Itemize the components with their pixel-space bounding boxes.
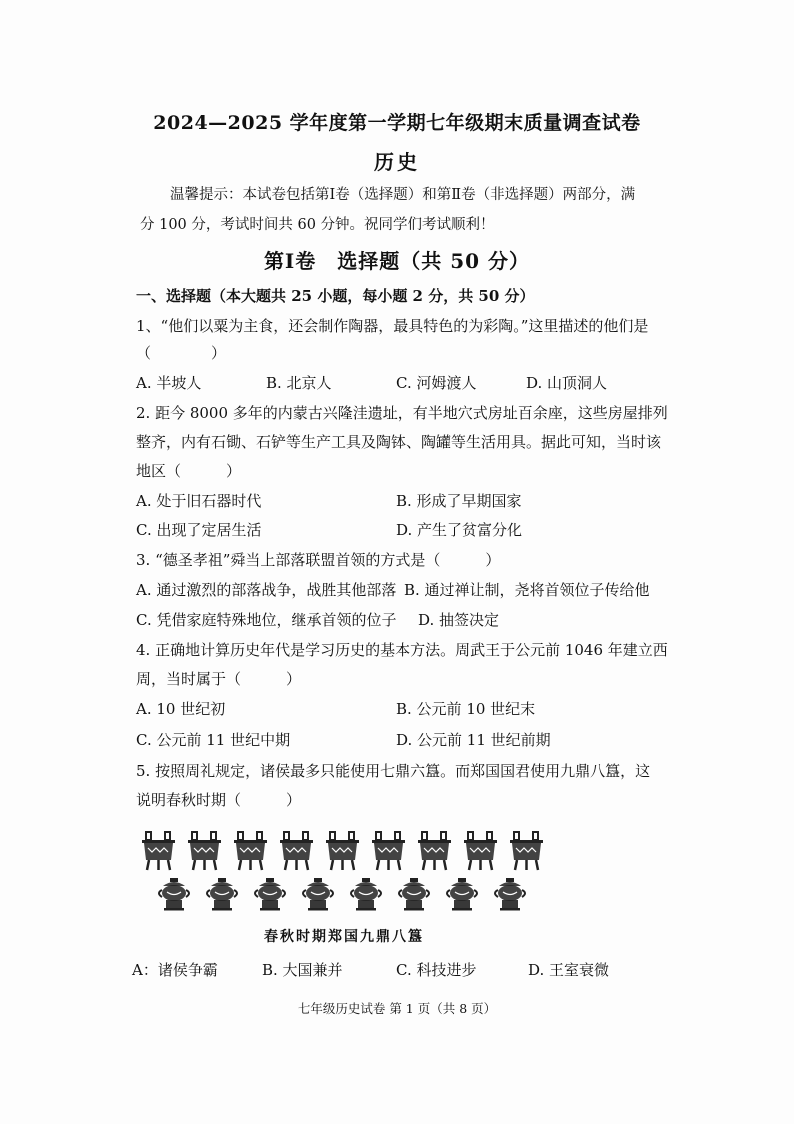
gui-vessel-icon bbox=[207, 878, 237, 911]
ding-vessel-icon bbox=[188, 832, 221, 870]
ding-gui-vessels-illustration bbox=[136, 828, 556, 918]
exam-subject: 历史 bbox=[374, 150, 420, 174]
section-instruction: 一、选择题（本大题共 25 小题，每小题 2 分，共 50 分） bbox=[136, 287, 535, 305]
q2-option-d: D. 产生了贫富分化 bbox=[396, 521, 523, 539]
q1-option-a: A. 半坡人 bbox=[136, 374, 202, 392]
q5-option-a: A：诸侯争霸 bbox=[132, 961, 218, 979]
ding-vessel-icon bbox=[280, 832, 313, 870]
q1-option-c: C. 河姆渡人 bbox=[396, 374, 477, 392]
q4-option-c: C. 公元前 11 世纪中期 bbox=[136, 731, 291, 749]
gui-vessel-icon bbox=[303, 878, 333, 911]
exam-title: 2024—2025 学年度第一学期七年级期末质量调查试卷 bbox=[153, 112, 641, 134]
q1-option-b: B. 北京人 bbox=[266, 374, 332, 392]
tip-line-1: 温馨提示：本试卷包括第Ⅰ卷（选择题）和第Ⅱ卷（非选择题）两部分，满 bbox=[170, 187, 636, 203]
q2-option-b: B. 形成了早期国家 bbox=[396, 492, 522, 510]
q3-stem-line-1: 3. “德圣孝祖”舜当上部落联盟首领的方式是（ ） bbox=[136, 551, 501, 569]
ding-vessel-icon bbox=[372, 832, 405, 870]
q1-stem-line-1: 1、“他们以粟为主食，还会制作陶器，最具特色的为彩陶。”这里描述的他们是 bbox=[136, 317, 649, 335]
q3-option-a: A. 通过激烈的部落战争，战胜其他部落 bbox=[136, 581, 397, 599]
q2-option-c: C. 出现了定居生活 bbox=[136, 521, 262, 539]
q5-option-b: B. 大国兼并 bbox=[262, 961, 343, 979]
q1-stem-line-2: （ ） bbox=[136, 344, 227, 362]
ding-vessel-icon bbox=[418, 832, 451, 870]
page-footer: 七年级历史试卷 第 1 页（共 8 页） bbox=[297, 1001, 497, 1016]
ding-vessel-icon bbox=[142, 832, 175, 870]
q5-figure-caption: 春秋时期郑国九鼎八簋 bbox=[264, 929, 424, 945]
gui-vessel-icon bbox=[351, 878, 381, 911]
gui-vessel-icon bbox=[447, 878, 477, 911]
q1-option-d: D. 山顶洞人 bbox=[526, 374, 608, 392]
q4-option-d: D. 公元前 11 世纪前期 bbox=[396, 731, 551, 749]
q2-stem-line-1: 2. 距今 8000 多年的内蒙古兴隆洼遗址，有半地穴式房址百余座，这些房屋排列 bbox=[136, 404, 668, 422]
q5-option-d: D. 王室衰微 bbox=[528, 961, 610, 979]
q2-stem-line-2: 整齐，内有石锄、石铲等生产工具及陶钵、陶罐等生活用具。据此可知，当时该 bbox=[136, 433, 662, 451]
q4-stem-line-1: 4. 正确地计算历史年代是学习历史的基本方法。周武王于公元前 1046 年建立西 bbox=[136, 641, 668, 659]
gui-vessel-icon bbox=[159, 878, 189, 911]
ding-vessel-icon bbox=[510, 832, 543, 870]
q2-option-a: A. 处于旧石器时代 bbox=[136, 492, 262, 510]
ding-vessel-icon bbox=[464, 832, 497, 870]
q4-option-a: A. 10 世纪初 bbox=[136, 700, 226, 718]
q4-stem-line-2: 周，当时属于（ ） bbox=[136, 670, 302, 688]
gui-vessel-icon bbox=[399, 878, 429, 911]
gui-vessel-icon bbox=[255, 878, 285, 911]
ding-vessel-icon bbox=[326, 832, 359, 870]
tip-line-2: 分 100 分，考试时间共 60 分钟。祝同学们考试顺利！ bbox=[140, 217, 495, 233]
q2-stem-line-3: 地区（ ） bbox=[136, 462, 242, 480]
q3-option-c: C. 凭借家庭特殊地位，继承首领的位子 bbox=[136, 611, 397, 629]
q5-stem-line-1: 5. 按照周礼规定，诸侯最多只能使用七鼎六簋。而郑国国君使用九鼎八簋，这 bbox=[136, 762, 651, 780]
ding-vessel-icon bbox=[234, 832, 267, 870]
gui-vessel-icon bbox=[495, 878, 525, 911]
section-title: 第Ⅰ卷 选择题（共 50 分） bbox=[263, 249, 531, 273]
q5-option-c: C. 科技进步 bbox=[396, 961, 477, 979]
q3-option-d: D. 抽签决定 bbox=[418, 611, 500, 629]
q3-option-b: B. 通过禅让制，尧将首领位子传给他 bbox=[404, 581, 650, 599]
q4-option-b: B. 公元前 10 世纪末 bbox=[396, 700, 536, 718]
q5-stem-line-2: 说明春秋时期（ ） bbox=[136, 791, 302, 809]
